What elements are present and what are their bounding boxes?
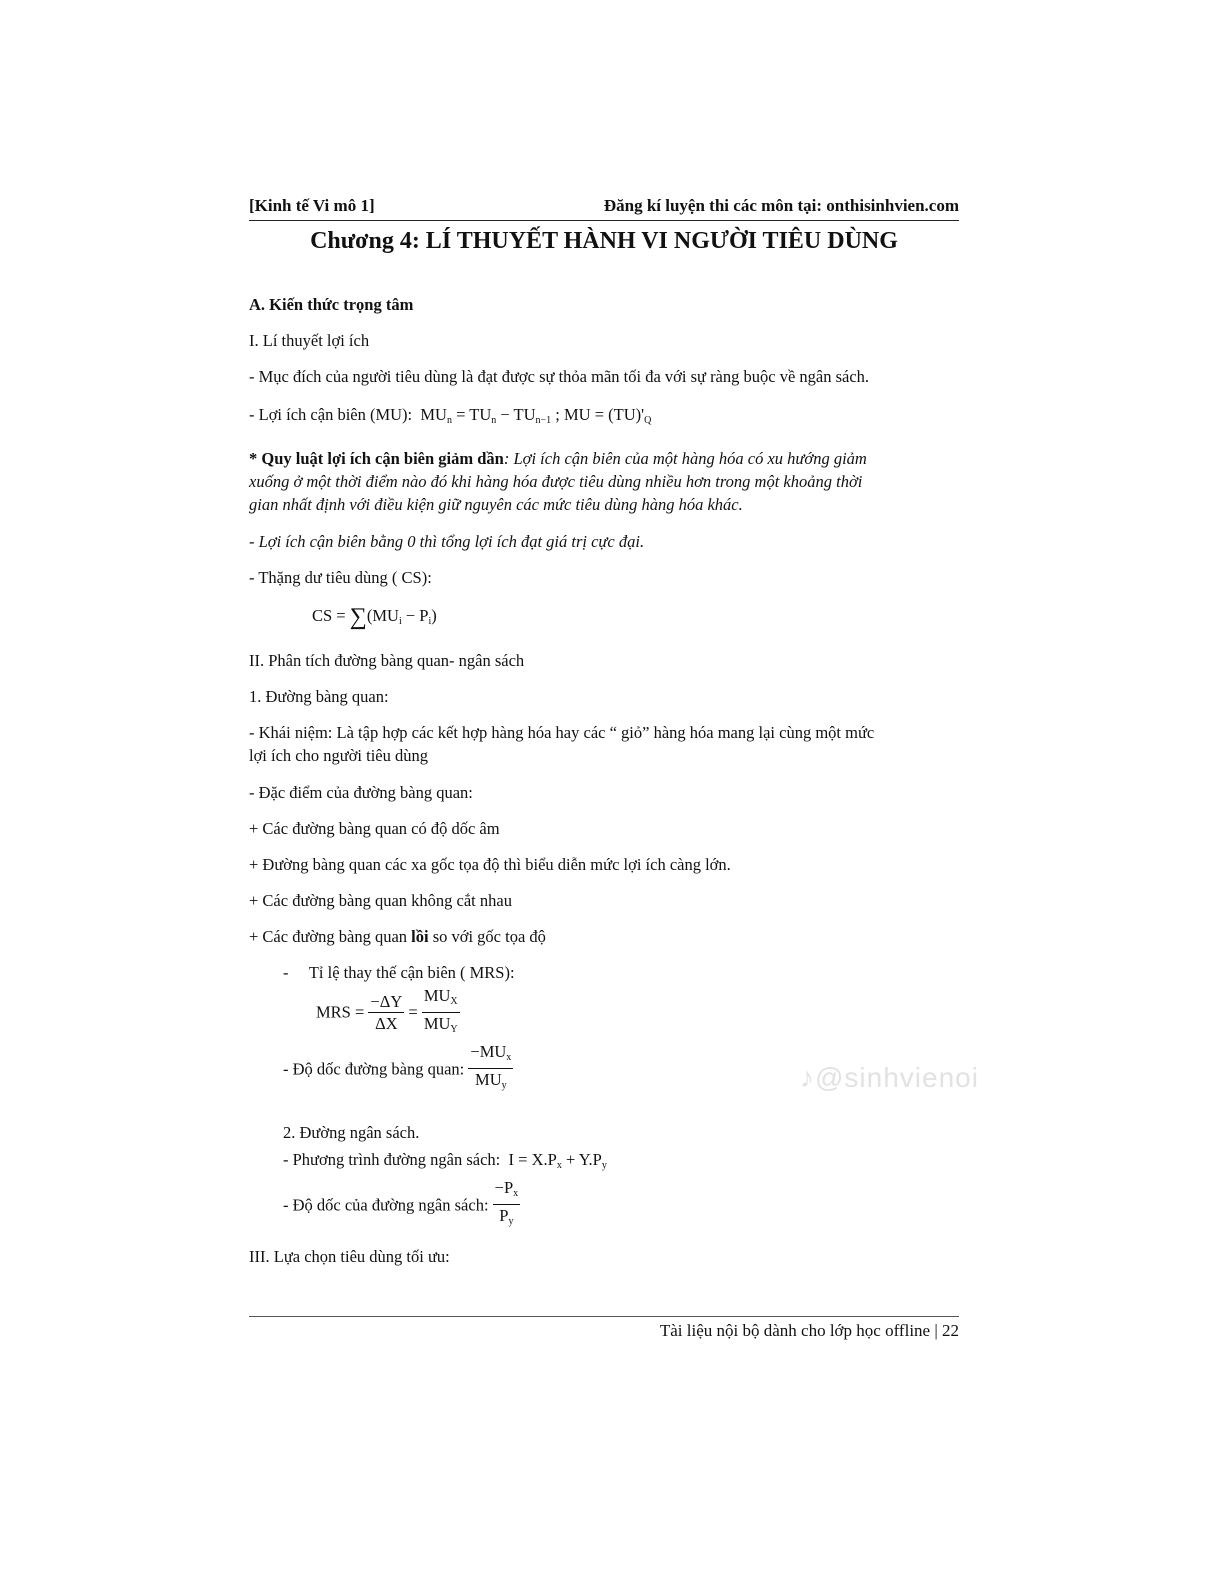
purpose-paragraph: - Mục đích của người tiêu dùng là đạt được sự thỏa mãn tối đa với sự ràng buộc về ngân sách. xyxy=(249,367,870,386)
feature-4-bold: lồi xyxy=(411,927,429,946)
feature-1: + Các đường bàng quan có độ dốc âm xyxy=(249,819,500,838)
feature-4-prefix: + Các đường bàng quan xyxy=(249,927,412,946)
mrs-fraction-2: $\frac{MU_X}{MU_Y}$ xyxy=(423,986,458,1035)
page-footer xyxy=(249,1316,959,1347)
concept-line-2: lợi ích cho người tiêu dùng xyxy=(249,746,428,765)
marginal-utility-line xyxy=(249,404,651,432)
chapter-title: Chương 4: LÍ THUYẾT HÀNH VI NGƯỜI TIÊU DÙNG xyxy=(310,228,898,254)
footer-text: Tài liệu nội bộ dành cho lớp học offline | 22 xyxy=(659,1321,959,1340)
budget-equation-label: - Phương trình đường ngân sách: xyxy=(283,1150,501,1169)
mu-formula: $MU_n = TU_n - TU_{n-1}$ ; MU = $(TU)'_Q$ xyxy=(416,405,652,426)
mu-label: - Lợi ích cận biên (MU): xyxy=(249,405,413,424)
feature-4-suffix: so với gốc tọa độ xyxy=(428,927,546,946)
page-header xyxy=(249,196,959,221)
law-line-1 xyxy=(249,448,867,470)
mrs-formula: MRS = $\frac{-\Delta Y}{\Delta X}$ = $\frac{MU_X}{MU_Y}$ xyxy=(316,986,460,1041)
section-3-heading: III. Lựa chọn tiêu dùng tối ưu: xyxy=(249,1247,450,1266)
header-course: [Kinh tế Vi mô 1] xyxy=(249,196,375,215)
feature-2: + Đường bàng quan các xa gốc tọa độ thì biểu diễn mức lợi ích càng lớn. xyxy=(249,855,731,874)
features-heading: - Đặc điểm của đường bàng quan: xyxy=(249,783,473,802)
law-title: * Quy luật lợi ích cận biên giảm dần xyxy=(249,449,504,468)
concept-line-1: - Khái niệm: Là tập hợp các kết hợp hàng hóa hay các “ giỏ” hàng hóa mang lại cùng một mức xyxy=(249,723,875,742)
law-line-3: gian nhất định với điều kiện giữ nguyên các mức tiêu dùng hàng hóa khác. xyxy=(249,495,743,514)
feature-4 xyxy=(249,926,546,948)
mu-zero-paragraph: - Lợi ích cận biên bằng 0 thì tổng lợi ích đạt giá trị cực đại. xyxy=(249,532,645,551)
budget-equation-line xyxy=(283,1149,607,1177)
law-text-1: : Lợi ích cận biên của một hàng hóa có xu hướng giảm xyxy=(503,449,867,468)
section-1-heading: I. Lí thuyết lợi ích xyxy=(249,331,370,350)
law-line-2: xuống ở một thời điểm nào đó khi hàng hóa được tiêu dùng nhiều hơn trong một khoảng thời xyxy=(249,472,863,491)
ic-slope-fraction: $\frac{-MU_x}{MU_y}$ xyxy=(470,1042,512,1091)
indifference-curve-heading: 1. Đường bàng quan: xyxy=(249,687,389,706)
ic-slope-line xyxy=(283,1042,513,1097)
budget-line-heading: 2. Đường ngân sách. xyxy=(283,1123,420,1142)
budget-equation: $I = X.P_x + Y.P_y$ xyxy=(504,1150,607,1171)
tiktok-watermark: ♪@sinhvienoi xyxy=(800,1062,979,1093)
header-website: Đăng kí luyện thi các môn tại: onthisinhvien.com xyxy=(603,196,959,215)
mrs-label: - Tỉ lệ thay thế cận biên ( MRS): xyxy=(283,963,515,982)
budget-slope-line xyxy=(283,1178,520,1233)
consumer-surplus-formula: CS = $\sum(MU_i - P_i)$ xyxy=(312,604,437,630)
budget-slope-fraction: $\frac{-P_x}{P_y}$ xyxy=(494,1178,519,1227)
section-a-heading: A. Kiến thức trọng tâm xyxy=(249,295,414,314)
budget-slope-label: - Độ dốc của đường ngân sách: xyxy=(283,1195,489,1215)
feature-3: + Các đường bàng quan không cắt nhau xyxy=(249,891,512,910)
section-2-heading: II. Phân tích đường bàng quan- ngân sách xyxy=(249,651,525,670)
consumer-surplus-label: - Thặng dư tiêu dùng ( CS): xyxy=(249,568,432,587)
ic-slope-label: - Độ dốc đường bàng quan: xyxy=(283,1059,465,1079)
mrs-fraction-1: $\frac{-\Delta Y}{\Delta X}$ xyxy=(370,992,403,1033)
